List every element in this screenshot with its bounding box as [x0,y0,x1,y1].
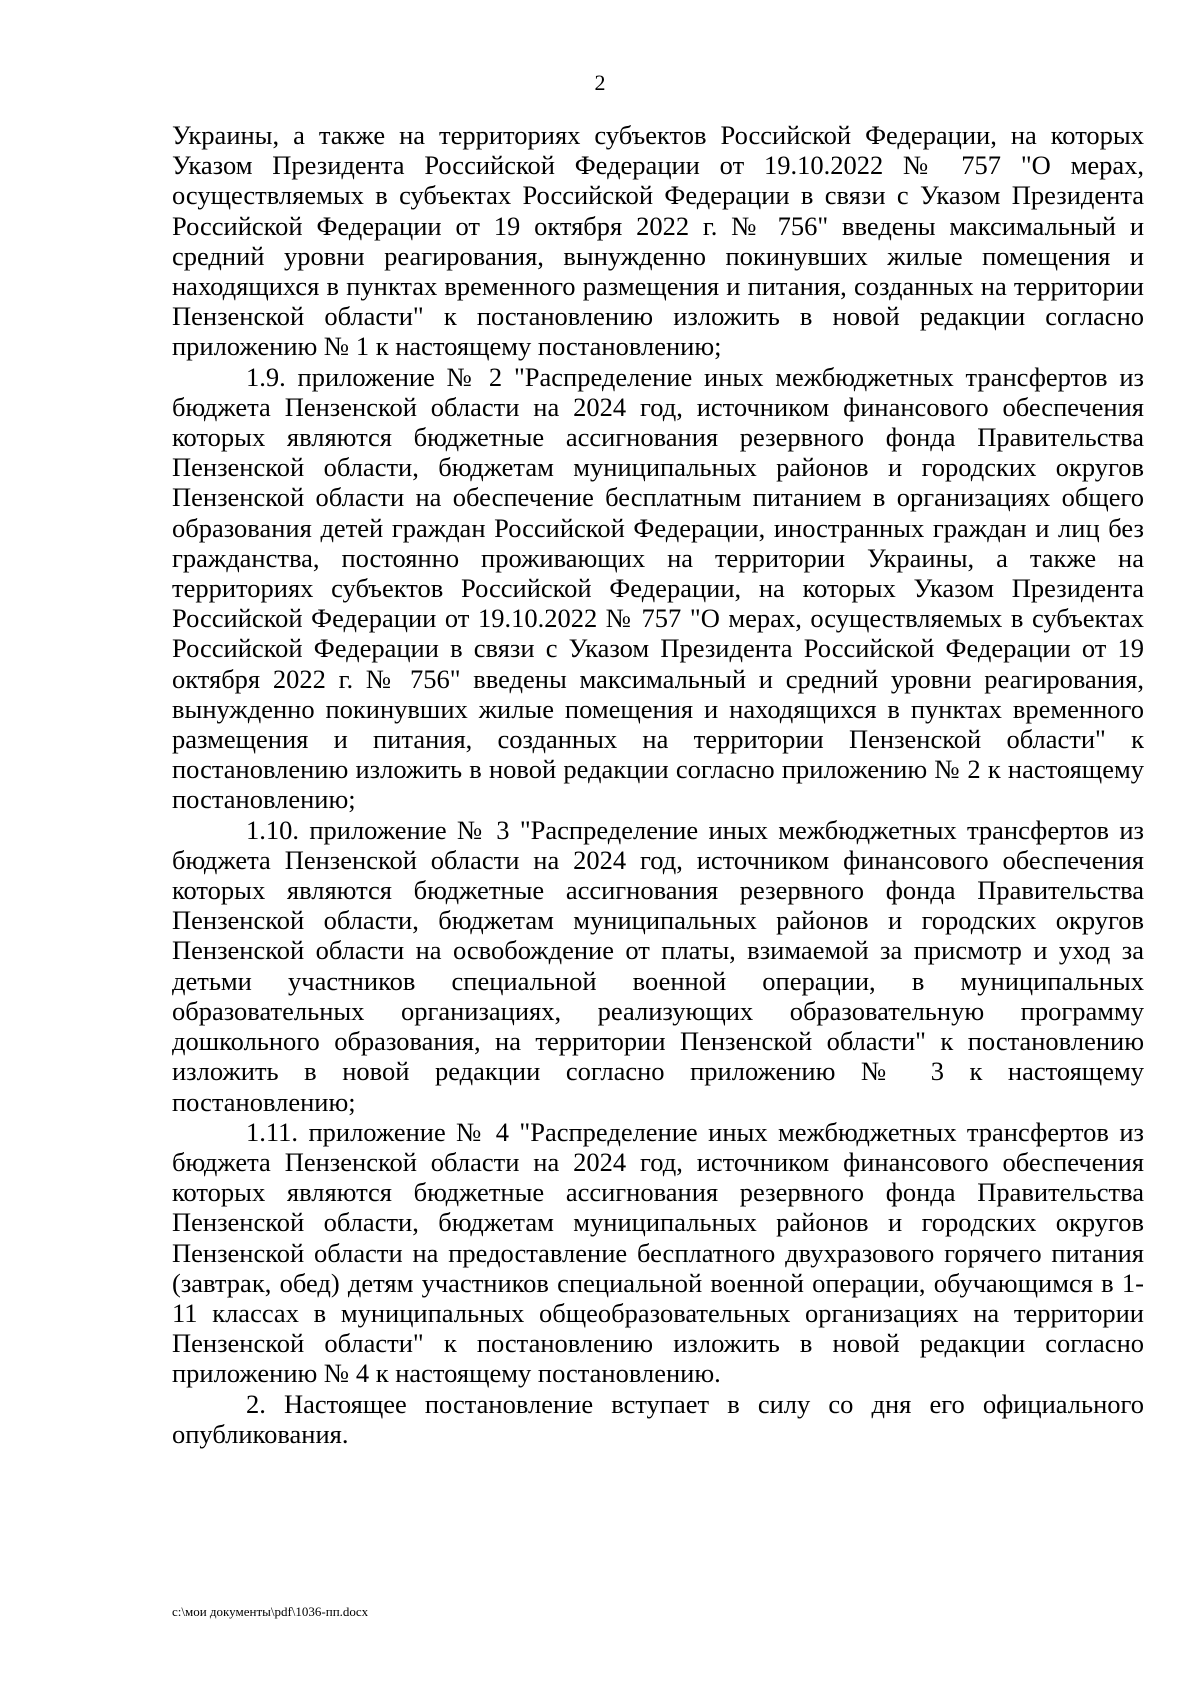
paragraph-item-2: 2. Настоящее постановление вступает в силу со дня его официального опубликования. [172,1388,1144,1449]
document-body [172,120,1144,1449]
footer-file-path: c:\мои документы\pdf\1036-пп.docx [172,1604,369,1619]
paragraph-item-1-10: 1.10. приложение № 3 "Распределение иных межбюджетных трансфертов из бюджета Пензенской области на 2024 год, источником финансового обеспечения которых являются бюджетные ассигнования резервного фонда Правительства Пензенской области, бюджетам муниципальных районов и городских округов Пензенской области на освобождение от платы, взимаемой за присмотр и уход за детьми участников специальной военной операции, в муниципальных образовательных организациях, реализующих образовательную программу дошкольного образования, на территории Пензенской области" к постановлению изложить в новой редакции согласно приложению № 3 к настоящему постановлению; [172,814,1144,1117]
paragraph-item-1-11: 1.11. приложение № 4 "Распределение иных межбюджетных трансфертов из бюджета Пензенской области на 2024 год, источником финансового обеспечения которых являются бюджетные ассигнования резервного фонда Правительства Пензенской области, бюджетам муниципальных районов и городских округов Пензенской области на предоставление бесплатного двухразового горячего питания (завтрак, обед) детям участников специальной военной операции, обучающимся в 1-11 классах в муниципальных общеобразовательных организациях на территории Пензенской области" к постановлению изложить в новой редакции согласно приложению № 4 к настоящему постановлению. [172,1116,1144,1389]
paragraph-continuation: Украины, а также на территориях субъектов Российской Федерации, на которых Указом Президента Российской Федерации от 19.10.2022 № 757 "О мерах, осуществляемых в субъектах Российской Федерации в связи с Указом Президента Российской Федерации от 19 октября 2022 г. № 756" введены максимальный и средний уровни реагирования, вынужденно покинувших жилые помещения и находящихся в пунктах временного размещения и питания, созданных на территории Пензенской области" к постановлению изложить в новой редакции согласно приложению № 1 к настоящему постановлению; [172,120,1144,362]
page-number: 2 [594,70,606,95]
paragraph-item-1-9: 1.9. приложение № 2 "Распределение иных межбюджетных трансфертов из бюджета Пензенской области на 2024 год, источником финансового обеспечения которых являются бюджетные ассигнования резервного фонда Правительства Пензенской области, бюджетам муниципальных районов и городских округов Пензенской области на обеспечение бесплатным питанием в организациях общего образования детей граждан Российской Федерации, иностранных граждан и лиц без гражданства, постоянно проживающих на территории Украины, а также на территориях субъектов Российской Федерации, на которых Указом Президента Российской Федерации от 19.10.2022 № 757 "О мерах, осуществляемых в субъектах Российской Федерации в связи с Указом Президента Российской Федерации от 19 октября 2022 г. № 756" введены максимальный и средний уровни реагирования, вынужденно покинувших жилые помещения и находящихся в пунктах временного размещения и питания, созданных на территории Пензенской области" к постановлению изложить в новой редакции согласно приложению № 2 к настоящему постановлению; [172,361,1144,815]
